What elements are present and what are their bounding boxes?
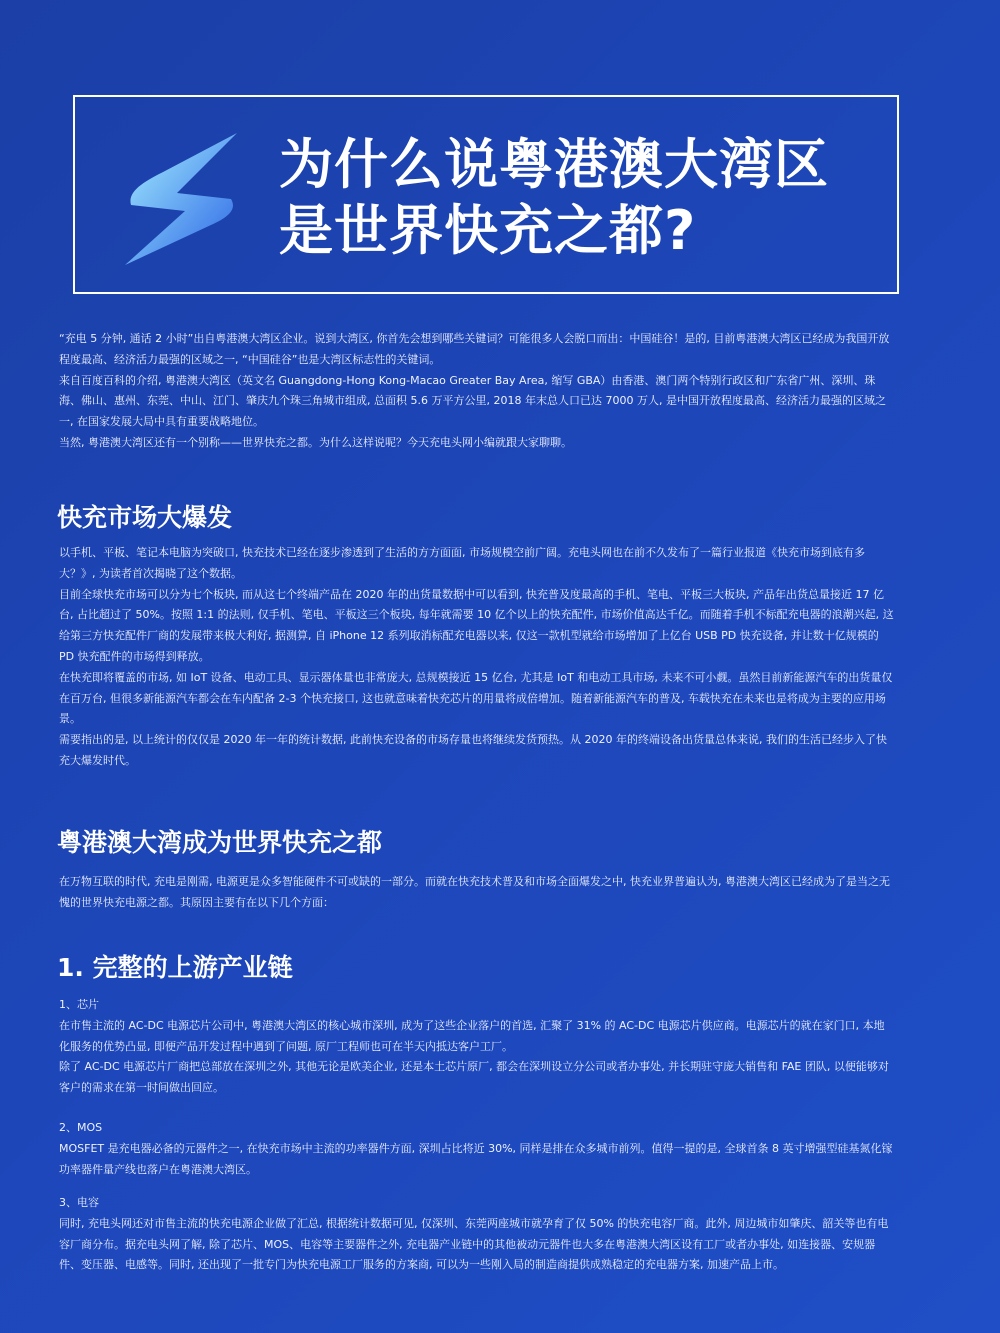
subsection-label: 1、芯片: [59, 998, 99, 1011]
body-paragraph: 目前全球快充市场可以分为七个板块, 而从这七个终端产品在 2020 年的出货量数据中可以看到, 快充普及度最高的手机、笔电、平板三大板块, 产品年出货总量接近 17 亿台, 占比超过了 50%。按照 1:1 的法则, 仅手机、笔电、平板这三个板块, 每年就需要 10 亿个以上的快充配件, 市场价值高达千亿。而随着手机不标配充电器的浪潮兴起, 这给第三方快充配件厂商的发展带来极大利好, 据测算, 自 iPhone 12 系列取消标配充电器以来, 仅这一款机型就给市场增加了上亿台 USB PD 快充设备, 并让数十亿规模的 PD 快充配件的市场得到释放。: [59, 587, 894, 663]
intro-paragraph: “充电 5 分钟, 通话 2 小时”出自粤港澳大湾区企业。说到大湾区, 你首先会想到哪些关键词？可能很多人会脱口而出：中国硅谷！是的, 目前粤港澳大湾区已经成为我国开放程度最高、经济活力最强的区域之一, “中国硅谷”也是大湾区标志性的关键词。: [59, 332, 890, 366]
body-paragraph: 在万物互联的时代, 充电是刚需, 电源更是众多智能硬件不可或缺的一部分。而就在快充技术普及和市场全面爆发之中, 快充业界普遍认为, 粤港澳大湾区已经成为了是当之无愧的世界快充电源之都。其原因主要有在以下几个方面：: [59, 875, 890, 909]
page-title-line-2: 是世界快充之都?: [279, 199, 697, 262]
section-heading-market: 快充市场大爆发: [57, 503, 233, 532]
subsection-label: 2、MOS: [59, 1121, 103, 1134]
intro-paragraph: 来自百度百科的介绍, 粤港澳大湾区（英文名 Guangdong-Hong Kong-Macao Greater Bay Area, 缩写 GBA）由香港、澳门两个特别行政区和广东省广州、深圳、珠海、佛山、惠州、东莞、中山、江门、肇庆九个珠三角城市组成, 总面积 5.6 万平方公里, 2018 年末总人口已达 7000 万人, 是中国开放程度最高、经济活力最强的区域之一, 在国家发展大局中具有重要战略地位。: [59, 373, 886, 429]
body-paragraph: 以手机、平板、笔记本电脑为突破口, 快充技术已经在逐步渗透到了生活的方方面面, 市场规模空前广阔。充电头网也在前不久发布了一篇行业报道《快充市场到底有多大？》, 为读者首次揭晓了这个数据。: [59, 546, 865, 580]
chip-subsection: [59, 995, 895, 1099]
title-box: [73, 95, 899, 294]
body-paragraph: 需要指出的是, 以上统计的仅仅是 2020 年一年的统计数据, 此前快充设备的市场存量也将继续发货预热。从 2020 年的终端设备出货量总体来说, 我们的生活已经步入了快充大爆发时代。: [59, 733, 887, 767]
subsection-label: 3、电容: [59, 1196, 99, 1209]
body-paragraph: 在快充即将覆盖的市场, 如 IoT 设备、电动工具、显示器体量也非常庞大, 总规模接近 15 亿台, 尤其是 IoT 和电动工具市场, 未来不可小觑。虽然目前新能源汽车的出货量仅在百万台, 但很多新能源汽车都会在车内配备 2-3 个快充接口, 这也就意味着快充芯片的用量将成倍增加。随着新能源汽车的普及, 车载快充在未来也是将成为主要的应用场景。: [59, 670, 893, 726]
section-heading-supply-chain: 1. 完整的上游产业链: [57, 953, 293, 982]
mos-subsection: [59, 1118, 895, 1180]
capacitor-subsection: [59, 1193, 895, 1276]
body-paragraph: 除了 AC-DC 电源芯片厂商把总部放在深圳之外, 其他无论是欧美企业, 还是本土芯片原厂, 都会在深圳设立分公司或者办事处, 并长期驻守庞大销售和 FAE 团队, 以便能够对客户的需求在第一时间做出回应。: [59, 1060, 889, 1095]
intro-section: [59, 329, 895, 454]
page-title-line-1: 为什么说粤港澳大湾区: [279, 133, 829, 196]
intro-paragraph: 当然, 粤港澳大湾区还有一个别称——世界快充之都。为什么这样说呢？今天充电头网小编就跟大家聊聊。: [59, 435, 572, 449]
capital-section-body: [59, 872, 895, 914]
body-paragraph: 同时, 充电头网还对市售主流的快充电源企业做了汇总, 根据统计数据可见, 仅深圳、东莞两座城市就孕育了仅 50% 的快充电容厂商。此外, 周边城市如肇庆、韶关等也有电容厂商分布。据充电头网了解, 除了芯片、MOS、电容等主要器件之外, 充电器产业链中的其他被动元器件也大多在粤港澳大湾区设有工厂或者办事处, 如连接器、安规器件、变压器、电感等。同时, 还出现了一批专门为快充电源工厂服务的方案商, 可以为一些刚入局的制造商提供成熟稳定的充电器方案, 加速产品上市。: [59, 1216, 889, 1272]
body-paragraph: 在市售主流的 AC-DC 电源芯片公司中, 粤港澳大湾区的核心城市深圳, 成为了这些企业落户的首选, 汇聚了 31% 的 AC-DC 电源芯片供应商。电源芯片的就在家门口, 本地化服务的优势凸显, 即便产品开发过程中遇到了问题, 原厂工程师也可在半天内抵达客户工厂。: [59, 1018, 885, 1053]
body-paragraph: MOSFET 是充电器必备的元器件之一, 在快充市场中主流的功率器件方面, 深圳占比将近 30%, 同样是排在众多城市前列。值得一提的是, 全球首条 8 英寸增强型硅基氮化镓功率器件量产线也落户在粤港澳大湾区。: [59, 1141, 893, 1176]
lightning-s-logo-icon: [125, 133, 237, 265]
section-heading-capital: 粤港澳大湾成为世界快充之都: [57, 828, 383, 857]
market-section-body: [59, 543, 895, 772]
